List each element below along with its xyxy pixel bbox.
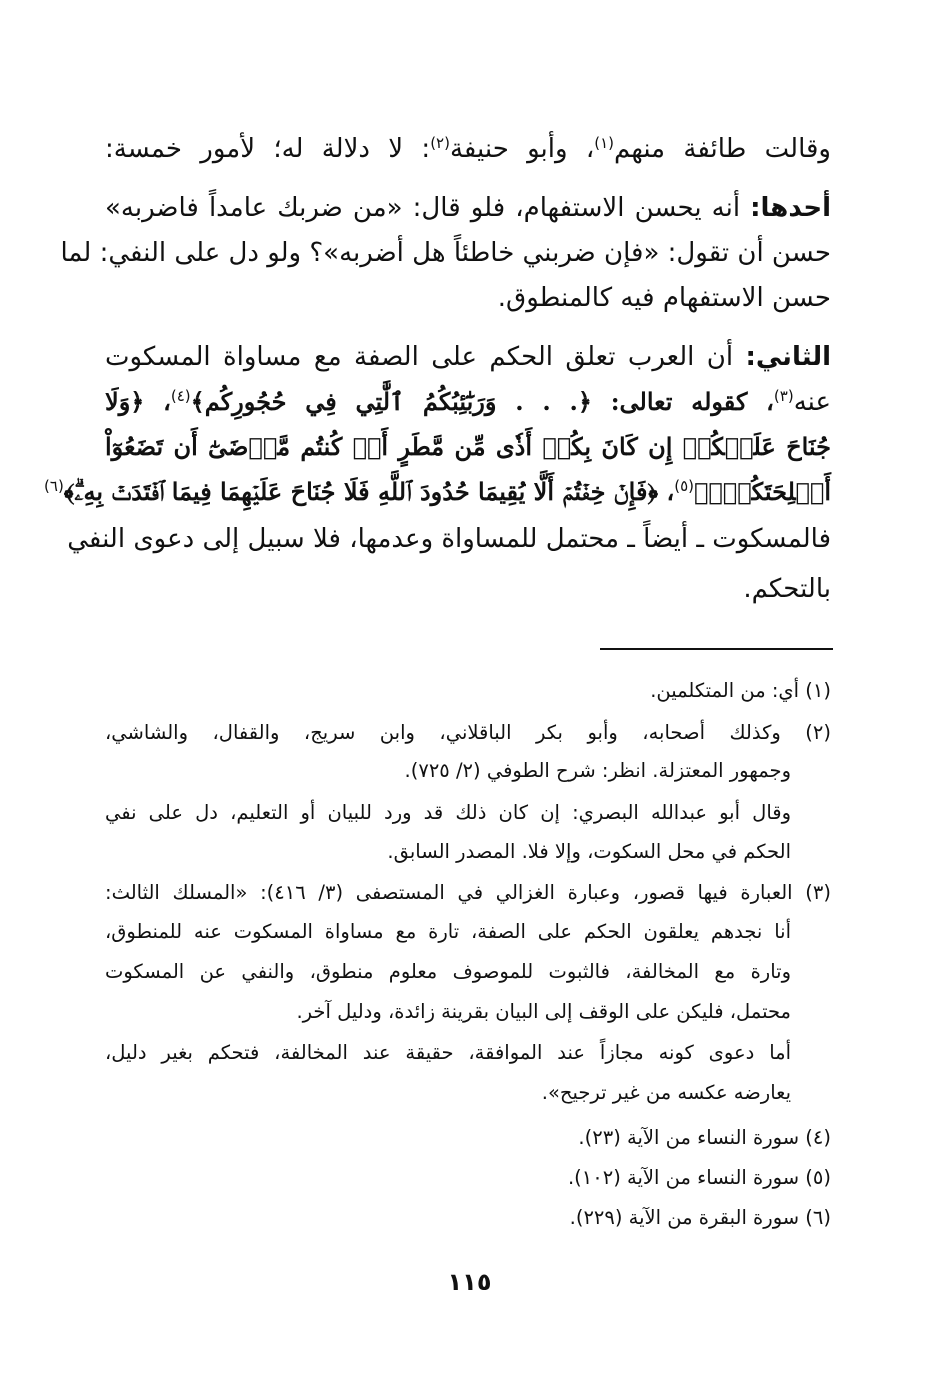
body-para1-line-1: أحدها: أنه يحسن الاستفهام، فلو قال: «من ضربك عامداً فاضربه» [105,193,831,223]
body-para1-line-3: حسن الاستفهام فيه كالمنطوق. [497,283,831,313]
footnote-4: (٤) سورة النساء من الآية (٢٣). [578,1126,831,1149]
footnote-2-line-2: وجمهور المعتزلة. انظر: شرح الطوفي (٢/ ٧٢٥). [404,759,791,782]
footnote-ref-1: (١) [594,134,615,152]
body-line-1: وقالت طائفة منهم$^{(١)}$، وأبو حنيفة$^{(٢)}$: لا دلالة له؛ لأمور خمسة: [105,134,831,164]
body-para1-line-2: حسن أن تقول: «فإن ضربني خاطئاً هل أضربه»؟ ولو دل على النفي: لما [60,238,831,268]
quran-verse: جُنَاحَ عَلَيۡكُمۡ إِن كَانَ بِكُمۡ أَذٗى مِّن مَّطَرٍ أَوۡ كُنتُم مَّرۡضَىٰٓ أَن تَضَعُوٓاْ [105,432,831,461]
footnote-3-line-2: أنا نجدهم يعلقون الحكم على الصفة، تارة مع مساواة المسكوت عنه للمنطوق، [105,920,791,943]
para-label-second: الثاني: [745,342,831,372]
footnote-2-line-3: وقال أبو عبدالله البصري: إن كان ذلك قد ورد للبيان أو التعليم، دل على نفي [105,801,791,824]
footnote-2-line-1: (٢) وكذلك أصحابه، وأبو بكر الباقلاني، وابن سريج، والقفال، والشاشي، [105,721,831,744]
page-number: ١١٥ [447,1268,492,1296]
body-para2-line-3 [105,426,831,468]
footnote-3-line-5: أما دعوى كونه مجازاً عند الموافقة، حقيقة عند المخالفة، فتحكم بغير دليل، [105,1041,791,1064]
footnote-2-line-4: الحكم في محل السكوت، وإلا فلا. المصدر السابق. [387,840,791,863]
footnote-separator [600,648,833,650]
body-para2-line-1: الثاني: أن العرب تعلق الحكم على الصفة مع مساواة المسكوت [105,342,831,372]
footnote-ref-6: (٦) [44,477,64,495]
body-para2-line-2: عنه$^{(٣)}$، كقوله تعالى: ﴿. . . وَرَبَٰٓئِبُكُمُ ٱلَّٰتِي فِي حُجُورِكُم﴾$^{(٤)}$، ﴿وَلَا [105,387,831,417]
footnote-ref-3: (٣) [773,387,794,405]
footnote-ref-2: (٢) [430,134,450,152]
body-para2-line-6: بالتحكم. [743,574,831,604]
footnote-3-line-4: محتمل، فليكن على الوقف إلى البيان بقرينة زائدة، ودليل آخر. [296,1000,791,1023]
footnote-5: (٥) سورة النساء من الآية (١٠٢). [567,1166,831,1189]
quran-verse: ، كقوله تعالى: ﴿. . . وَرَبَٰٓئِبُكُمُ ٱلَّٰتِي فِي حُجُورِكُم﴾ [190,387,774,416]
footnote-3-line-3: وتارة مع المخالفة، فالثبوت للموصوف معلوم منطوق، والنفي عن المسكوت [105,960,791,983]
footnote-6: (٦) سورة البقرة من الآية (٢٢٩). [569,1206,831,1229]
footnote-3-line-1: (٣) العبارة فيها قصور، وعبارة الغزالي في المستصفى (٣/ ٤١٦): «المسلك الثالث: [105,881,831,904]
body-para2-line-5: فالمسكوت ـ أيضاً ـ محتمل للمساواة وعدمها، فلا سبيل إلى دعوى النفي [67,524,831,554]
quran-verse: ، ﴿فَإِنۡ خِفۡتُمۡ أَلَّا يُقِيمَا حُدُودَ ٱللَّهِ فَلَا جُنَاحَ عَلَيۡهِمَا فِيمَا ٱفۡتَدَتۡ بِهِۦۗ﴾ [63,477,675,506]
footnote-1: (١) أي: من المتكلمين. [650,679,831,702]
footnote-ref-4: (٤) [170,387,191,405]
para-label-first: أحدها: [750,193,831,223]
footnote-ref-5: (٥) [674,477,694,495]
body-para2-line-4: أَسۡلِحَتَكُمۡۖ﴾$^{(٥)}$، ﴿فَإِنۡ خِفۡتُمۡ أَلَّا يُقِيمَا حُدُودَ ٱللَّهِ فَلَا جُنَاحَ عَلَيۡهِمَا فِيمَا ٱفۡتَدَتۡ بِهِۦۗ﴾$^{(٦)}$ [44,477,831,506]
footnote-3-line-6: يعارضه عكسه من غير ترجيح». [541,1081,791,1104]
